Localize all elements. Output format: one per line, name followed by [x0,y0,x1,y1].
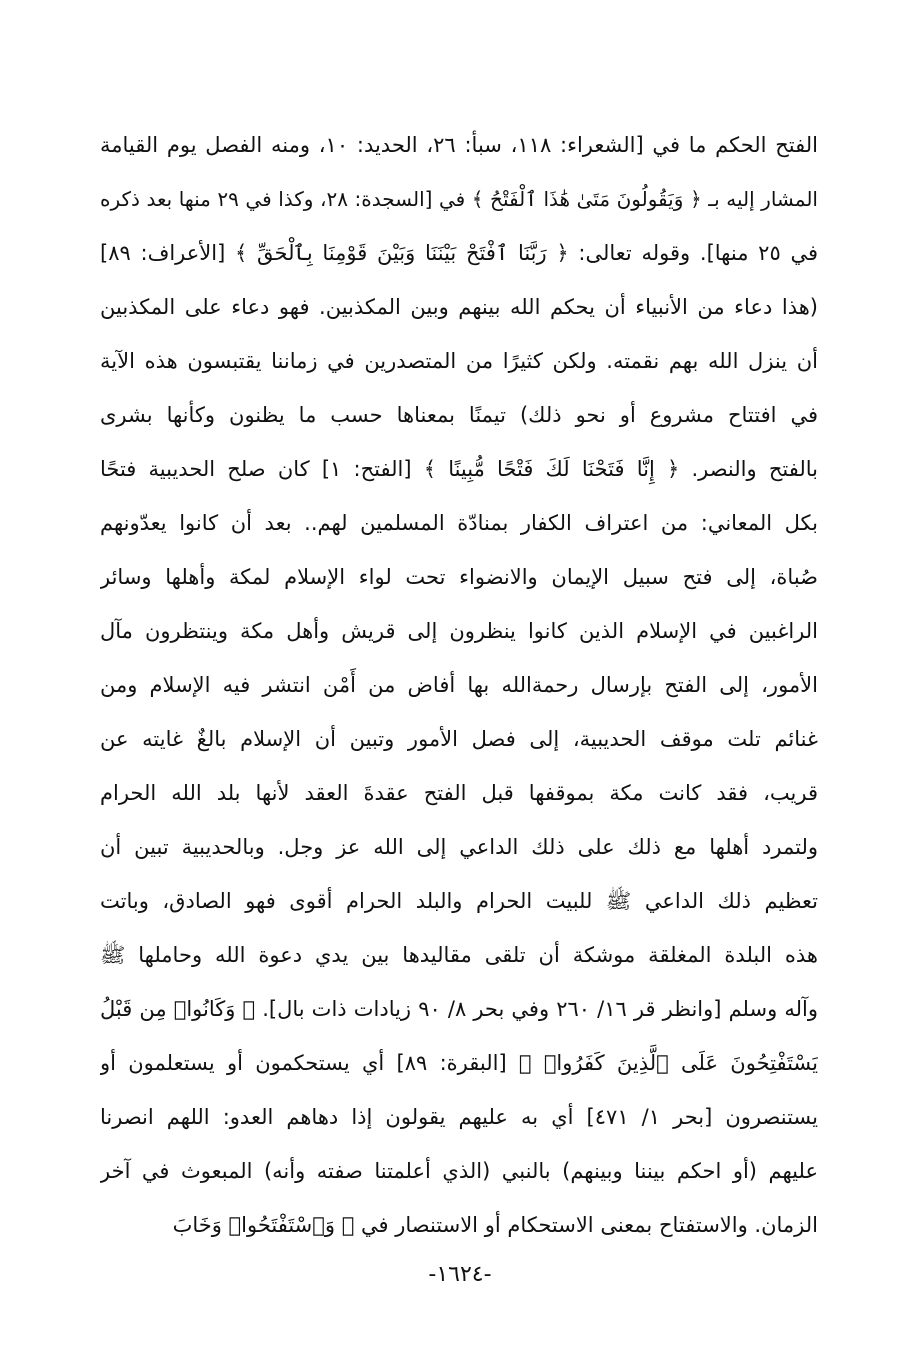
text-line: هذه البلدة المغلقة موشكة أن تلقى مقاليدها بين يدي دعوة الله وحاملها ﷺ [100,943,818,967]
text-line: أن ينزل الله بهم نقمته. ولكن كثيرًا من المتصدرين في زماننا يقتبسون هذه الآية [100,349,818,373]
text-line: الفتح الحكم ما في [الشعراء: ١١٨، سبأ: ٢٦، الحديد: ١٠، ومنه الفصل يوم القيامة [100,133,818,157]
text-line: بكل المعاني: من اعتراف الكفار بمنادّة المسلمين لهم.. بعد أن كانوا يعدّونهم [100,511,818,535]
text-line: ولتمرد أهلها مع ذلك على ذلك الداعي إلى الله عز وجل. وبالحديبية تبين أن [100,835,818,859]
text-line: تعظيم ذلك الداعي ﷺ للبيت الحرام والبلد الحرام أقوى فهو الصادق، وباتت [100,889,818,913]
text-line: في افتتاح مشروع أو نحو ذلك) تيمنًا بمعناها حسب ما يظنون وكأنها بشرى [100,403,818,427]
text-line: يَسْتَفْتِحُونَ عَلَى ٱلَّذِينَ كَفَرُوا۟ ﴾ [البقرة: ٨٩] أي يستحكمون أو يستعلمون أو [100,1051,818,1075]
text-line: بالفتح والنصر. ﴿ إِنَّا فَتَحْنَا لَكَ فَتْحًا مُّبِينًا ﴾ [الفتح: ١] كان صلح الحديبية فتحًا [100,457,818,481]
text-line: قريب، فقد كانت مكة بموقفها قبل الفتح عقدةَ العقد لأنها بلد الله الحرام [100,781,818,805]
text-line: الزمان. والاستفتاح بمعنى الاستحكام أو الاستنصار في ﴿ وَٱسْتَفْتَحُوا۟ وَخَابَ [172,1213,818,1237]
text-line: الأمور، إلى الفتح بإرسال رحمةالله بها أفاض من أَمْن انتشر فيه الإسلام ومن [100,673,818,697]
text-line: وآله وسلم [وانظر قر ١٦/ ٢٦٠ وفي بحر ٨/ ٩٠ زيادات ذات بال]. ﴿ وَكَانُوا۟ مِن قَبْلُ [100,997,818,1021]
body-text [100,118,818,1252]
page-number: -١٦٢٤- [428,1262,492,1287]
text-line: غنائم تلت موقف الحديبية، إلى فصل الأمور وتبين أن الإسلام بالغٌ غايته عن [100,727,818,751]
text-line: صُباة، إلى فتح سبيل الإيمان والانضواء تحت لواء الإسلام لمكة وأهلها وسائر [100,565,818,589]
text-line: المشار إليه بـ ﴿ وَيَقُولُونَ مَتَىٰ هَٰذَا ٱلْفَتْحُ ﴾ في [السجدة: ٢٨، وكذا في ٢٩ منها بعد ذكره [100,187,818,211]
text-line: (هذا دعاء من الأنبياء أن يحكم الله بينهم وبين المكذبين. فهو دعاء على المكذبين [100,295,818,319]
text-line: في ٢٥ منها]. وقوله تعالى: ﴿ رَبَّنَا ٱفْتَحْ بَيْنَنَا وَبَيْنَ قَوْمِنَا بِٱلْحَقِّ ﴾ [الأعراف: ٨٩] [100,241,818,265]
text-line: عليهم (أو احكم بيننا وبينهم) بالنبي (الذي أعلمتنا صفته وأنه) المبعوث في آخر [100,1159,818,1183]
text-line: الراغبين في الإسلام الذين كانوا ينظرون إلى قريش وأهل مكة وينتظرون مآل [100,619,818,643]
text-line: يستنصرون [بحر ١/ ٤٧١] أي به عليهم يقولون إذا دهاهم العدو: اللهم انصرنا [100,1105,818,1129]
